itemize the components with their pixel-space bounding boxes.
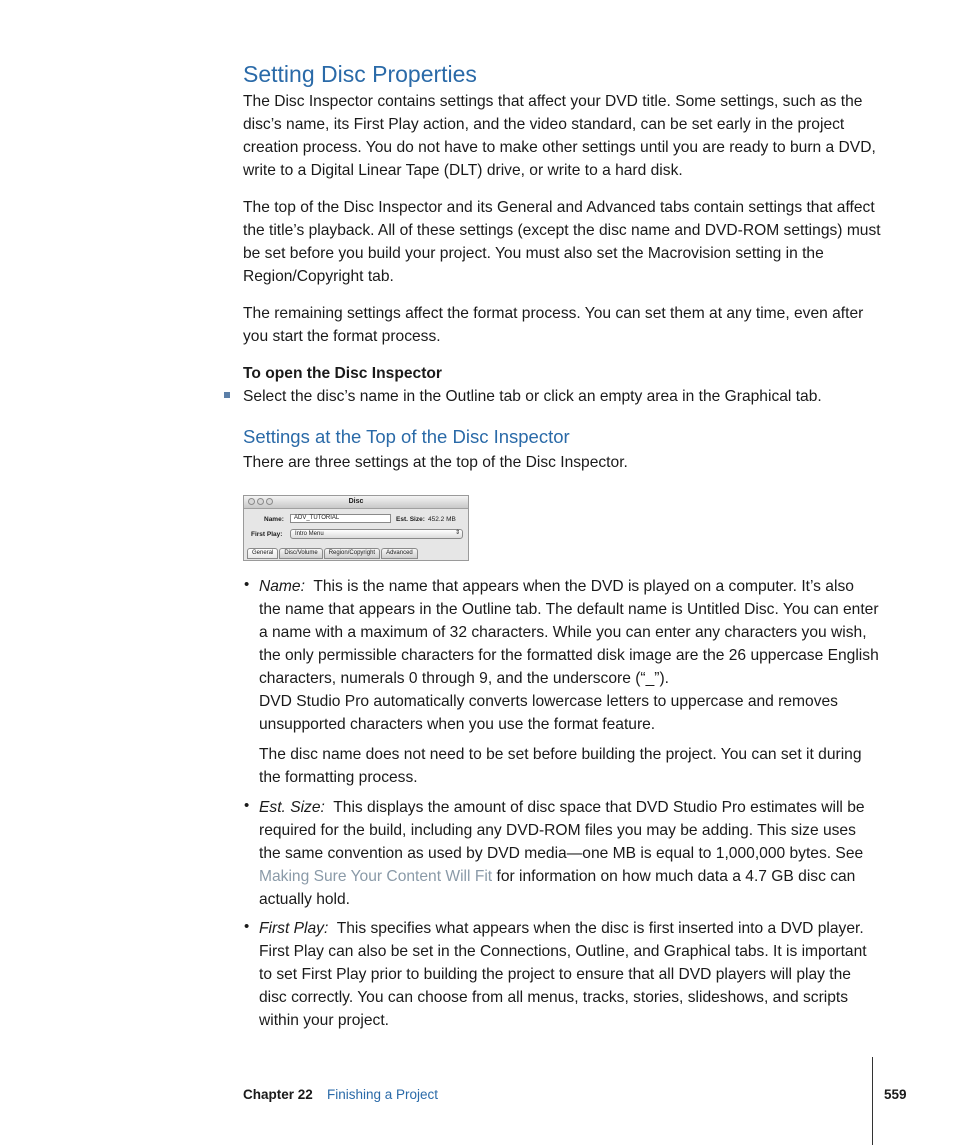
task-step: Select the disc’s name in the Outline tab or click an empty area in the Graphical tab. [243, 388, 822, 405]
task-bullet-icon [224, 392, 230, 398]
page-number: 559 [884, 1087, 907, 1102]
making-sure-content-fits-link[interactable]: Making Sure Your Content Will Fit [259, 868, 493, 885]
inspector-tabs [247, 548, 418, 559]
footer-chapter-title[interactable]: Finishing a Project [327, 1087, 439, 1102]
popup-arrows-icon: ⇕ [454, 530, 460, 536]
bullet-name-text2: DVD Studio Pro automatically converts lowercase letters to uppercase and removes unsupported characters when you use the format feature. [259, 693, 838, 733]
tab-advanced[interactable]: Advanced [381, 548, 418, 559]
intro-paragraph-3: The remaining settings affect the format process. You can set them at any time, even after you start the format process. [243, 305, 864, 345]
disc-inspector-panel [243, 495, 469, 561]
task-title: To open the Disc Inspector [243, 365, 442, 382]
bullet-name-term: Name: [259, 578, 305, 595]
bullet-size [259, 796, 879, 911]
bullet-size-text: This displays the amount of disc space that DVD Studio Pro estimates will be required for the build, including any DVD-ROM files you may be adding. This size uses the same convention as used by DVD media—one MB is equal to 1,000,000 bytes. See [259, 799, 865, 862]
tab-disc-volume[interactable]: Disc/Volume [279, 548, 322, 559]
inspector-titlebar [244, 496, 468, 509]
bullet-first-play-term: First Play: [259, 920, 329, 937]
intro-paragraph-2: The top of the Disc Inspector and its General and Advanced tabs contain settings that affect the title’s playback. All of these settings (except the disc name and DVD-ROM settings) must be set before you build your project. You must also set the Macrovision setting in the Region/Copyright tab. [243, 199, 881, 285]
bullet-name [259, 575, 879, 736]
disc-name-field[interactable]: ADV_TUTORIAL [290, 514, 391, 523]
inspector-title: Disc [348, 498, 364, 505]
first-play-popup[interactable] [290, 529, 463, 539]
est-size-value: 452.2 MB [428, 516, 456, 523]
footer-divider [872, 1057, 873, 1145]
bullet-dot-icon: • [244, 797, 250, 814]
intro-paragraph-1: The Disc Inspector contains settings that affect your DVD title. Some settings, such as the disc’s name, its First Play action, and the video standard, can be set early in the project creation process. You do not have to make other settings until you are ready to burn a DVD, write to a Digital Linear Tape (DLT) drive, or write to a hard disk. [243, 93, 876, 179]
bullet-size-term: Est. Size: [259, 799, 325, 816]
footer-chapter: Chapter 22 [243, 1087, 313, 1102]
bullet-first-play-text: This specifies what appears when the disc is first inserted into a DVD player. First Play can also be set in the Connections, Outline, and Graphical tabs. It is important to set First Play prior to building the project to ensure that all DVD players will play the disc correctly. You can choose from all menus, tracks, stories, slideshows, and scripts within your project. [259, 920, 867, 1029]
est-size-label: Est. Size: [396, 516, 425, 523]
bullet-name-text: This is the name that appears when the DVD is played on a computer. It’s also the name that appears in the Outline tab. The default name is Untitled Disc. You can enter a name with a maximum of 32 characters. While you can enter any characters you wish, the only permissible characters for the formatted disk image are the 26 uppercase English characters, numerals 0 through 9, and the underscore (“_”). [259, 578, 879, 687]
bullet-name-note: The disc name does not need to be set before building the project. You can set it during the formatting process. [259, 746, 862, 786]
tab-general[interactable]: General [247, 548, 278, 559]
bullet-size-text-after: for information on how much data a 4.7 GB disc can actually hold. [259, 868, 856, 908]
bullet-dot-icon: • [244, 918, 250, 935]
bullet-first-play [259, 917, 879, 1032]
section-subheading: Settings at the Top of the Disc Inspector [243, 426, 570, 447]
tab-region-copyright[interactable]: Region/Copyright [324, 548, 380, 559]
first-play-value: Intro Menu [295, 531, 324, 537]
page-heading: Setting Disc Properties [243, 61, 477, 87]
first-play-label: First Play: [251, 531, 283, 538]
bullet-dot-icon: • [244, 576, 250, 593]
name-label: Name: [264, 516, 284, 523]
subheading-intro: There are three settings at the top of the Disc Inspector. [243, 454, 628, 471]
